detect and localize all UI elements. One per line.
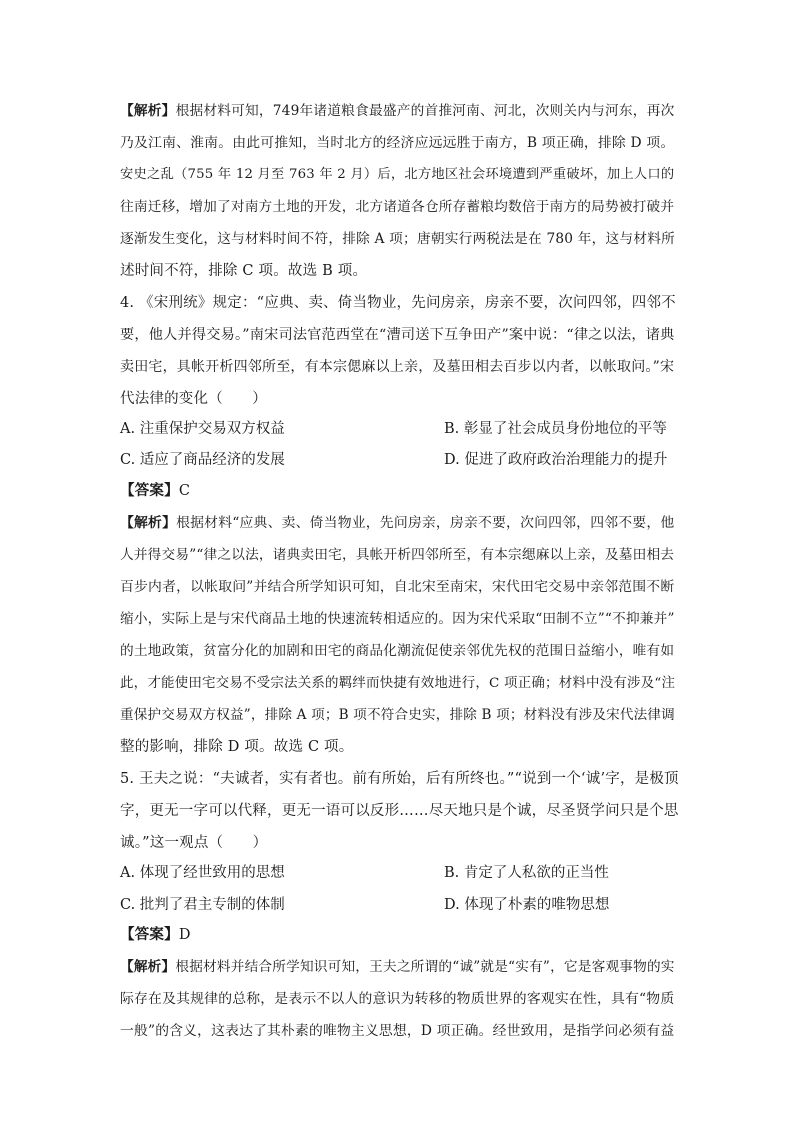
q5-stem-line-1: 5. 王夫之说：“夫诚者，实有者也。前有所始，后有所终也。”“说到一个‘诚’字，是极顶 <box>120 771 679 787</box>
q4-analysis-line-1: 【解析】根据材料“应典、卖、倚当物业，先问房亲，房亲不要，次问四邻，四邻不要，他 <box>120 515 675 531</box>
q5-analysis-line-3: 一般”的含义，这表达了其朴素的唯物主义思想，D 项正确。经世致用，是指学问必须有益 <box>120 1023 675 1039</box>
q5-option-c: C. 批判了君主专制的体制 <box>120 897 285 913</box>
q5-option-b: B. 肯定了人私欲的正当性 <box>444 865 609 881</box>
q5-analysis-line-2: 际存在及其规律的总称，是表示不以人的意识为转移的物质世界的客观实在性，具有“物质 <box>120 991 675 1007</box>
q3-analysis-line-6: 述时间不符，排除 C 项。故选 B 项。 <box>120 263 368 279</box>
q4-stem-line-4: 代法律的变化（ ） <box>120 391 267 407</box>
answer-label: 【答案】 <box>120 482 179 499</box>
q4-answer <box>120 481 680 501</box>
analysis-label: 【解析】 <box>120 959 176 975</box>
answer-label: 【答案】 <box>120 926 179 943</box>
analysis-label: 【解析】 <box>120 103 176 119</box>
answer-value: C <box>178 483 191 499</box>
q4-stem-line-3: 卖田宅，具帐开析四邻所至，有本宗偲麻以上亲，及墓田相去百步以内者，以帐取问。”宋 <box>120 359 675 375</box>
q5-analysis-line-1: 【解析】根据材料并结合所学知识可知，王夫之所谓的“诚”就是“实有”，它是客观事物的实 <box>120 959 675 975</box>
q4-option-a: A. 注重保护交易双方权益 <box>120 421 285 437</box>
q5-option-d: D. 体现了朴素的唯物思想 <box>444 897 610 913</box>
q3-analysis-line-3: 安史之乱（755 年 12 月至 763 年 2 月）后，北方地区社会环境遭到严重破坏，加上人口的 <box>120 167 675 182</box>
q4-option-b: B. 彰显了社会成员身份地位的平等 <box>444 421 667 437</box>
q4-analysis-line-2: 人并得交易”“律之以法，诸典卖田宅，具帐开析四邻所至，有本宗缌麻以上亲，及墓田相去 <box>120 547 675 563</box>
q4-analysis-line-8: 整的影响，排除 D 项。故选 C 项。 <box>120 739 354 755</box>
q4-stem-line-2: 要，他人并得交易。”南宋司法官范西堂在“漕司送下互争田产”案中说：“律之以法，诸典 <box>120 327 675 343</box>
q4-analysis-line-5: 的土地政策，贫富分化的加剧和田宅的商品化潮流促使亲邻优先权的范围日益缩小，唯有如 <box>120 643 675 659</box>
q4-stem-line-1: 4. 《宋刑统》规定：“应典、卖、倚当物业，先问房亲，房亲不要，次问四邻，四邻不 <box>120 295 676 311</box>
q3-analysis-line-1: 【解析】根据材料可知，749年诸道粮食最盛产的首推河南、河北，次则关内与河东，再次 <box>120 103 675 119</box>
q3-analysis-line-2: 乃及江南、淮南。由此可推知，当时北方的经济应远远胜于南方，B 项正确，排除 D 项。 <box>120 135 675 151</box>
q4-option-c: C. 适应了商品经济的发展 <box>120 452 285 468</box>
q5-answer <box>120 925 680 945</box>
answer-value: D <box>178 927 191 943</box>
q5-stem-line-2: 字，更无一字可以代释，更无一语可以反形……尽天地只是个诚，尽圣贤学问只是个思 <box>120 803 679 819</box>
q3-analysis-line-5: 逐渐发生变化，这与材料时间不符，排除 A 项；唐朝实行两税法是在 780 年，这与材料所 <box>120 231 675 247</box>
q4-analysis-line-4: 缩小，实际上是与宋代商品土地的快速流转相适应的。因为宋代采取“田制不立”“不抑兼并” <box>120 611 675 627</box>
q5-option-a: A. 体现了经世致用的思想 <box>120 865 285 881</box>
q3-analysis-line-4: 往南迁移，增加了对南方土地的开发，北方诸道各仓所存蓄粮均数倍于南方的局势被打破并 <box>120 199 675 215</box>
q4-option-d: D. 促进了政府政治治理能力的提升 <box>444 452 668 468</box>
q5-stem-line-3: 诚。”这一观点（ ） <box>120 835 268 851</box>
analysis-label: 【解析】 <box>120 515 177 531</box>
q4-analysis-line-7: 重保护交易双方权益”，排除 A 项；B 项不符合史实，排除 B 项；材料没有涉及宋代法律调 <box>120 707 675 723</box>
q4-analysis-line-6: 此，才能使田宅交易不受宗法关系的羁绊而快捷有效地进行，C 项正确；材料中没有涉及“注 <box>120 675 676 691</box>
q4-analysis-line-3: 百步内者，以帐取问”并结合所学知识可知，自北宋至南宋，宋代田宅交易中亲邻范围不断 <box>120 579 675 595</box>
